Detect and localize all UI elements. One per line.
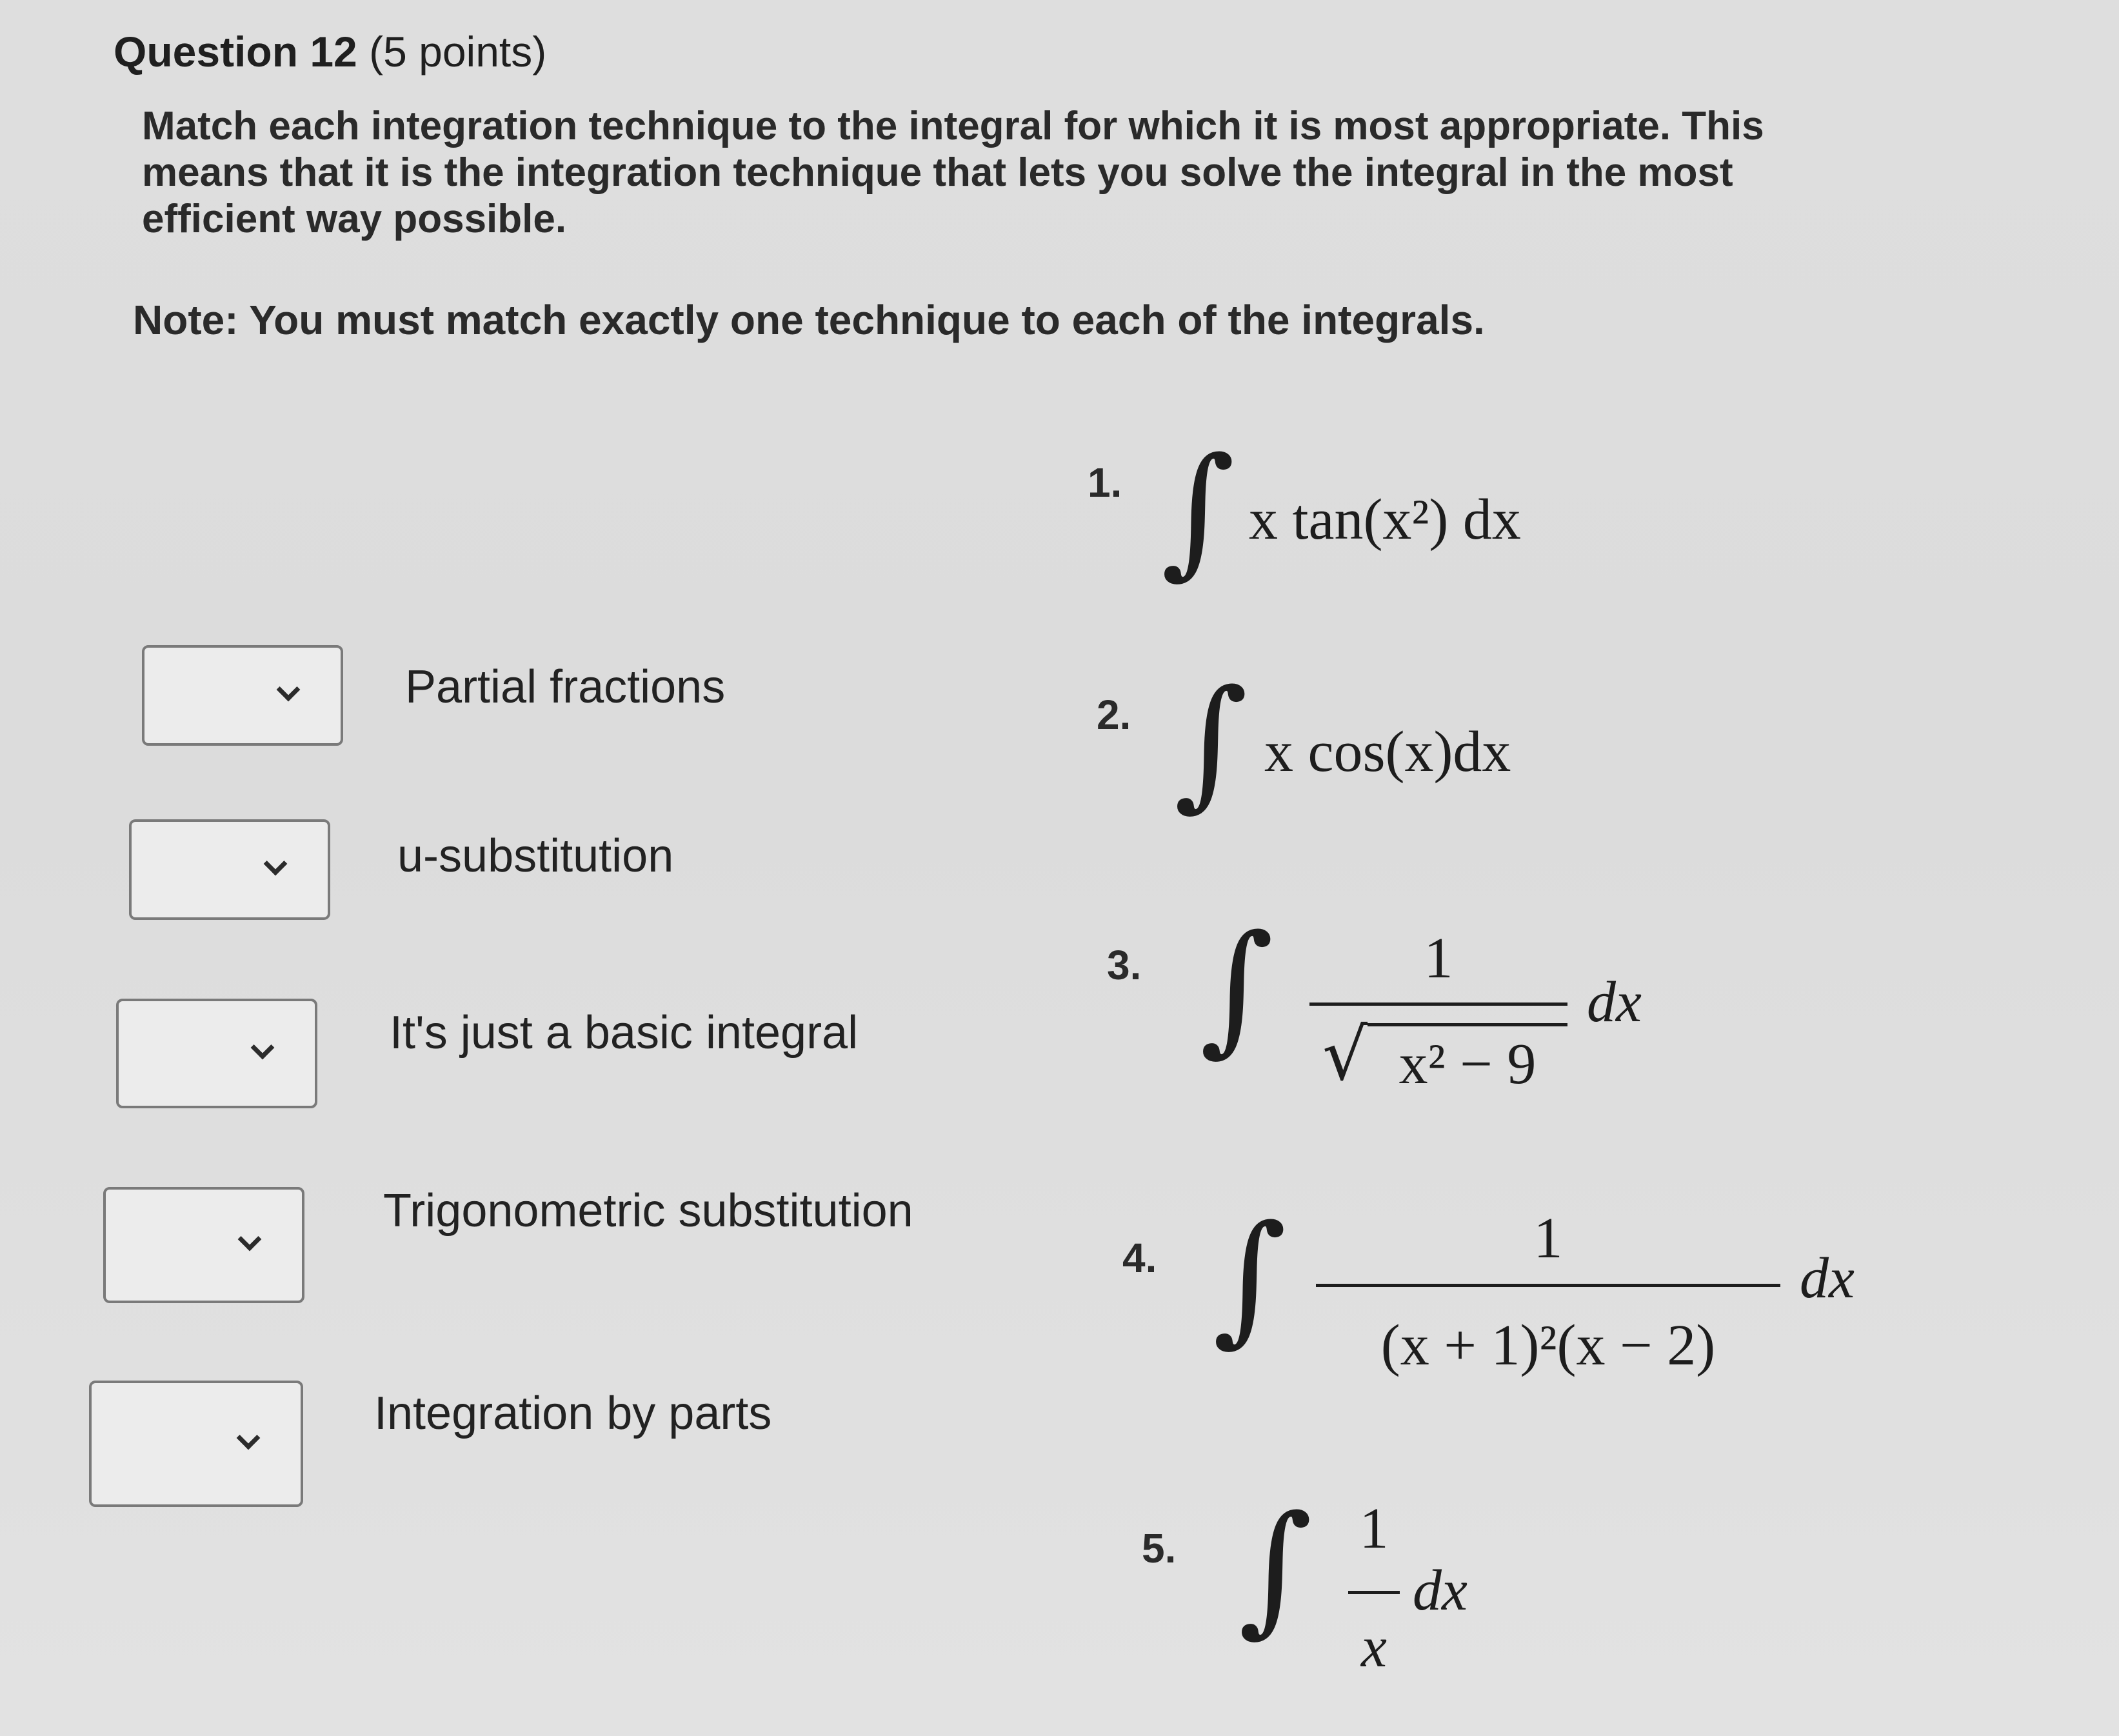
technique-label-partial-fractions: Partial fractions (405, 661, 726, 713)
technique-select-basic-integral[interactable] (116, 999, 317, 1108)
integral-sign: ∫ (1239, 1485, 1313, 1650)
integral-1-expression: x tan(x²) dx (1249, 488, 1521, 552)
question-points: (5 points) (369, 28, 547, 75)
integral-4-differential: dx (1800, 1246, 1855, 1310)
technique-label-basic-integral: It's just a basic integral (390, 1007, 859, 1059)
integral-3-denominator: x² − 9 (1398, 1032, 1537, 1096)
technique-select-u-substitution[interactable] (129, 819, 330, 920)
question-header (114, 26, 546, 77)
integral-5-denominator: x (1361, 1615, 1387, 1679)
chevron-down-icon (264, 852, 288, 876)
chevron-down-icon (251, 1036, 275, 1060)
integral-3-fraction-bar (1309, 1003, 1567, 1006)
integral-4-fraction-bar (1316, 1284, 1780, 1287)
integral-number-2: 2. (1097, 692, 1131, 738)
integral-number-5: 5. (1142, 1525, 1177, 1571)
chevron-down-icon (277, 678, 301, 702)
technique-label-u-substitution: u-substitution (397, 830, 674, 882)
integral-2-expression: x cos(x)dx (1264, 720, 1511, 784)
integral-5-fraction-bar (1348, 1591, 1400, 1594)
integral-4-denominator: (x + 1)²(x − 2) (1380, 1313, 1716, 1377)
integral-sign: ∫ (1174, 659, 1248, 824)
integral-number-1: 1. (1088, 459, 1122, 506)
square-root-symbol: √ (1322, 1013, 1368, 1096)
integral-3-numerator: 1 (1424, 926, 1453, 990)
integral-4-numerator: 1 (1533, 1206, 1563, 1270)
integral-5-differential: dx (1413, 1559, 1467, 1622)
question-note: Note: You must match exactly one technique to each of the integrals. (133, 297, 1485, 343)
question-title: Question 12 (114, 28, 357, 75)
integral-sign: ∫ (1200, 904, 1274, 1070)
technique-select-trig-substitution[interactable] (103, 1187, 304, 1303)
integral-number-3: 3. (1107, 942, 1142, 988)
square-root-bar (1368, 1023, 1567, 1026)
technique-select-integration-by-parts[interactable] (89, 1381, 303, 1507)
chevron-down-icon (238, 1228, 262, 1252)
question-instructions: Match each integration technique to the integral for which it is most appropriate. This means that it is the integration technique that lets you solve the integral in the most efficient way possible. (142, 104, 1764, 241)
integral-3-differential: dx (1587, 970, 1642, 1034)
technique-label-integration-by-parts: Integration by parts (374, 1388, 772, 1439)
integral-sign: ∫ (1161, 427, 1235, 592)
integral-number-4: 4. (1122, 1235, 1157, 1281)
technique-label-trig-substitution: Trigonometric substitution (383, 1185, 913, 1237)
integral-5-numerator: 1 (1359, 1497, 1389, 1561)
integral-sign: ∫ (1213, 1195, 1287, 1360)
technique-select-partial-fractions[interactable] (142, 645, 343, 746)
chevron-down-icon (237, 1426, 261, 1450)
